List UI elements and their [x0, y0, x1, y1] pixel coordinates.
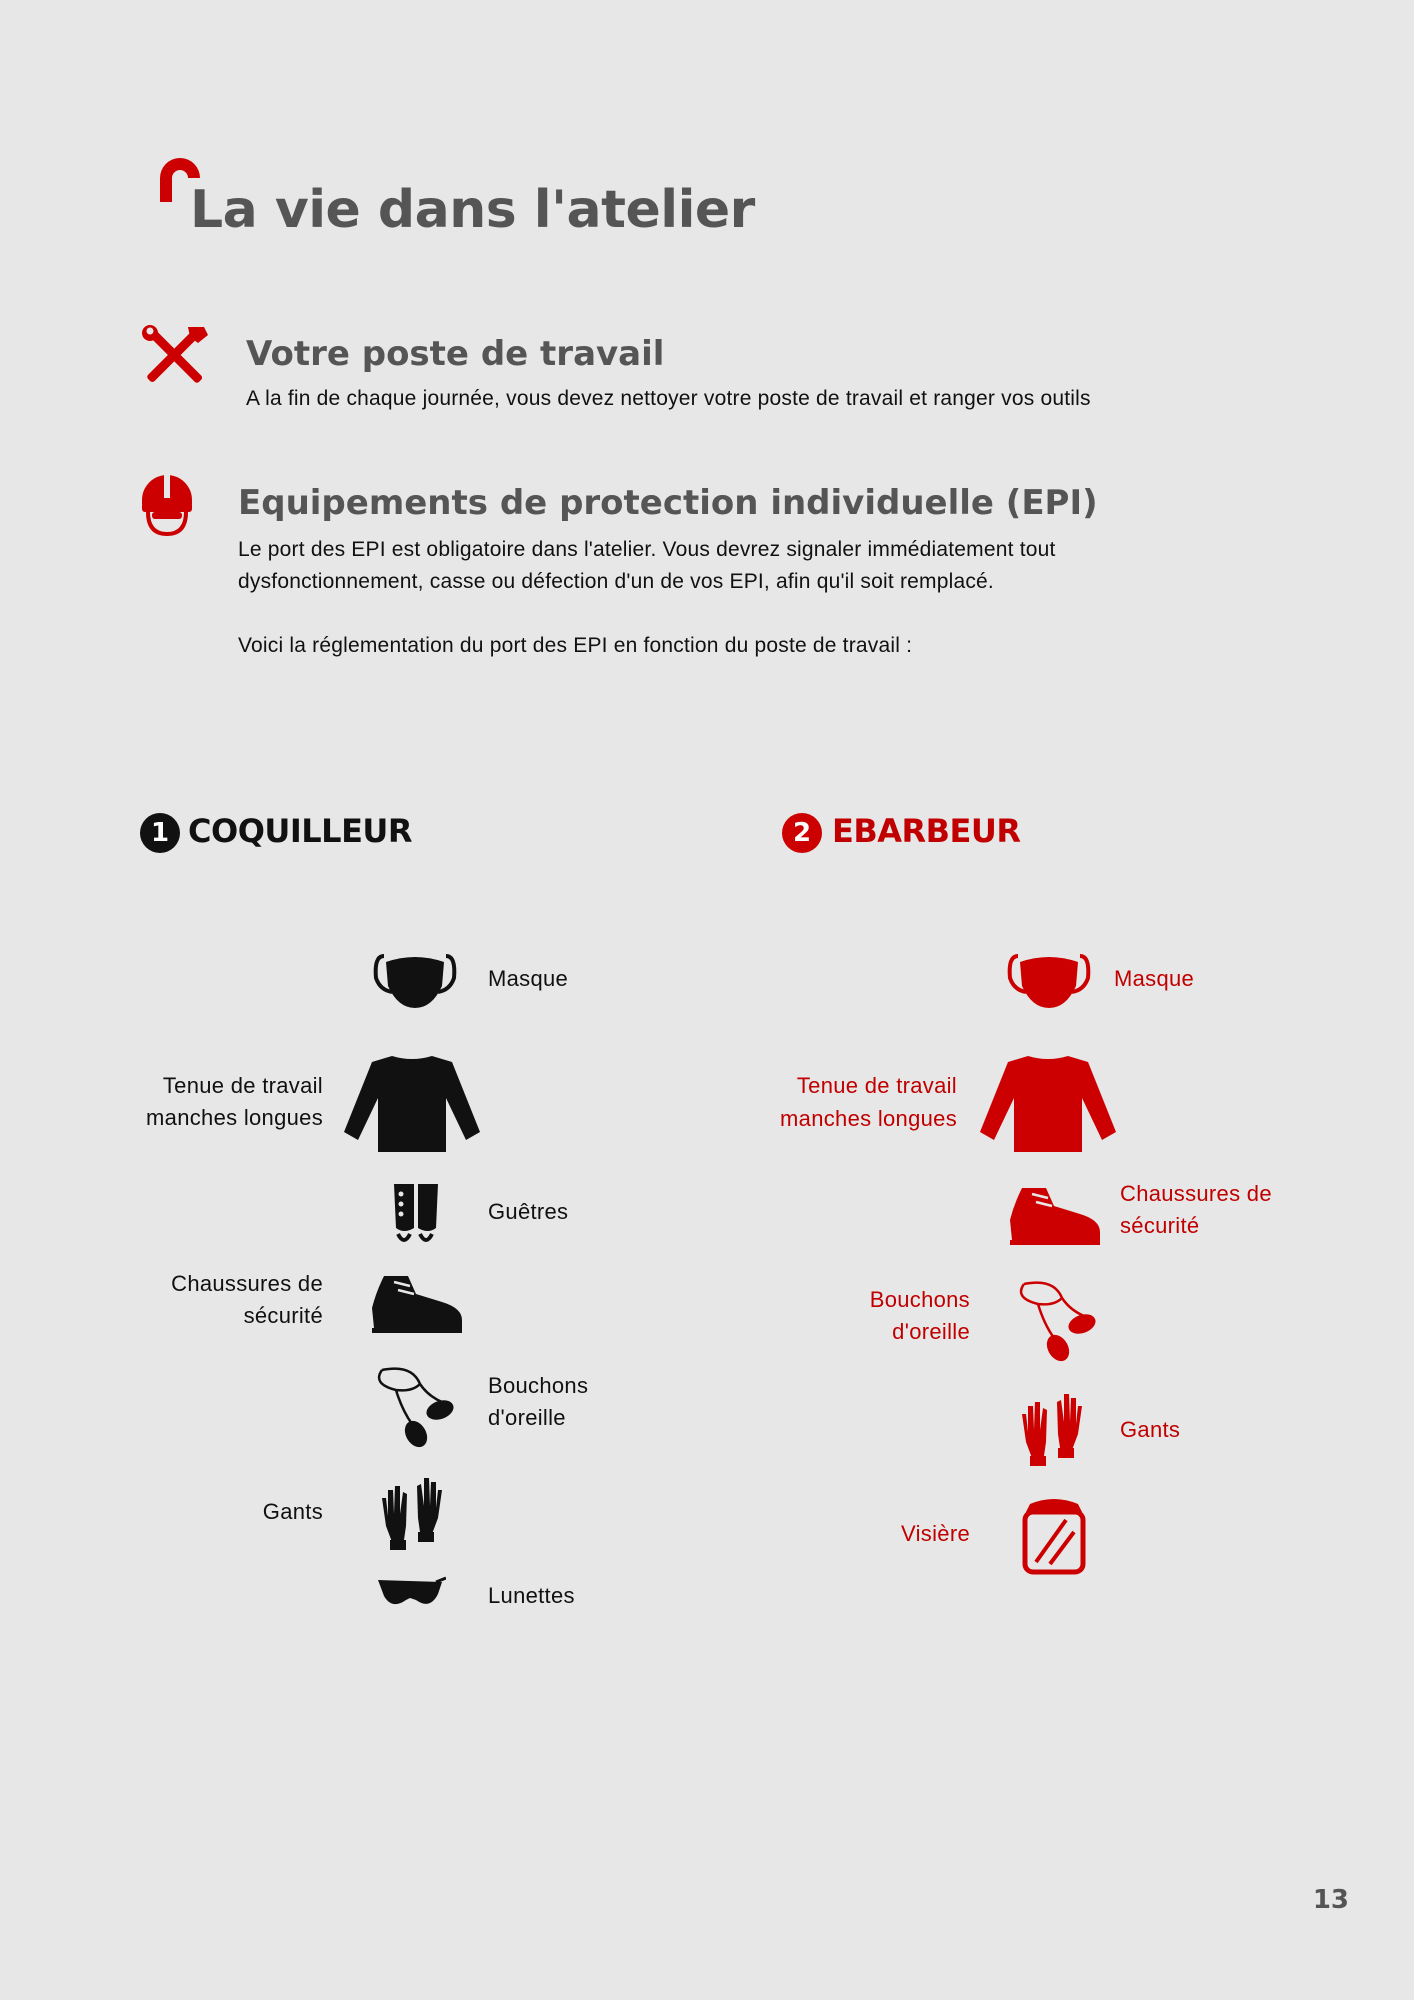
coq-label-chaussures-line1: Chaussures de [171, 1271, 323, 1296]
ebar-label-chaussures-line1: Chaussures de [1120, 1181, 1272, 1206]
coq-label-bouchons-line1: Bouchons [488, 1373, 589, 1398]
ebar-label-tenue-line1: Tenue de travail [796, 1073, 957, 1098]
safety-shoe-icon [1008, 1184, 1102, 1246]
coq-label-bouchons-line2: d'oreille [488, 1405, 566, 1430]
ebar-label-gants: Gants [1120, 1417, 1181, 1442]
epi-text-regulation: Voici la réglementation du port des EPI en fonction du poste de travail : [238, 634, 913, 657]
workstation-title: Votre poste de travail [246, 334, 665, 374]
workstation-text: A la fin de chaque journée, vous devez nettoyer votre poste de travail et ranger vos outils [246, 387, 1091, 410]
ebar-label-tenue-line2: manches longues [780, 1106, 957, 1131]
epi-text-line1: Le port des EPI est obligatoire dans l'atelier. Vous devrez signaler immédiatement tout [238, 538, 1056, 561]
safety-glasses-icon [376, 1576, 446, 1614]
tools-icon [140, 325, 210, 385]
coq-label-lunettes: Lunettes [488, 1583, 575, 1608]
ebar-label-visiere: Visière [901, 1521, 970, 1546]
face-shield-icon [1020, 1496, 1088, 1576]
coq-label-guetres: Guêtres [488, 1199, 569, 1224]
ebar-label-bouchons-line2: d'oreille [892, 1319, 970, 1344]
coquilleur-title: COQUILLEUR [188, 812, 413, 850]
earplugs-icon [1014, 1276, 1098, 1364]
epi-title: Equipements de protection individuelle (EPI) [238, 483, 1098, 523]
long-sleeve-shirt-icon [342, 1052, 482, 1154]
safety-shoe-icon [370, 1272, 464, 1334]
mask-icon [372, 948, 458, 1012]
coq-label-tenue-line1: Tenue de travail [162, 1073, 323, 1098]
coquilleur-number-badge: 1 [140, 813, 180, 853]
coq-label-gants: Gants [262, 1499, 323, 1524]
ebar-label-chaussures-line2: sécurité [1120, 1213, 1200, 1238]
coq-label-tenue-line2: manches longues [146, 1105, 323, 1130]
ebarbeur-number-badge: 2 [782, 813, 822, 853]
page-title: La vie dans l'atelier [190, 180, 755, 240]
coq-label-masque: Masque [488, 966, 569, 991]
page-number: 13 [1312, 1885, 1349, 1915]
ebar-label-bouchons-line1: Bouchons [869, 1287, 970, 1312]
helmet-icon [138, 472, 196, 538]
epi-text-line2: dysfonctionnement, casse ou défection d'un de vos EPI, afin qu'il soit remplacé. [238, 570, 994, 593]
gloves-icon [1018, 1392, 1086, 1468]
long-sleeve-shirt-icon [978, 1052, 1118, 1154]
ebar-label-masque: Masque [1114, 966, 1195, 991]
earplugs-icon [372, 1362, 456, 1450]
mask-icon [1006, 948, 1092, 1012]
gloves-icon [378, 1476, 446, 1552]
ebarbeur-title: EBARBEUR [832, 812, 1021, 850]
gaiters-icon [392, 1182, 440, 1248]
coq-label-chaussures-line2: sécurité [243, 1303, 323, 1328]
